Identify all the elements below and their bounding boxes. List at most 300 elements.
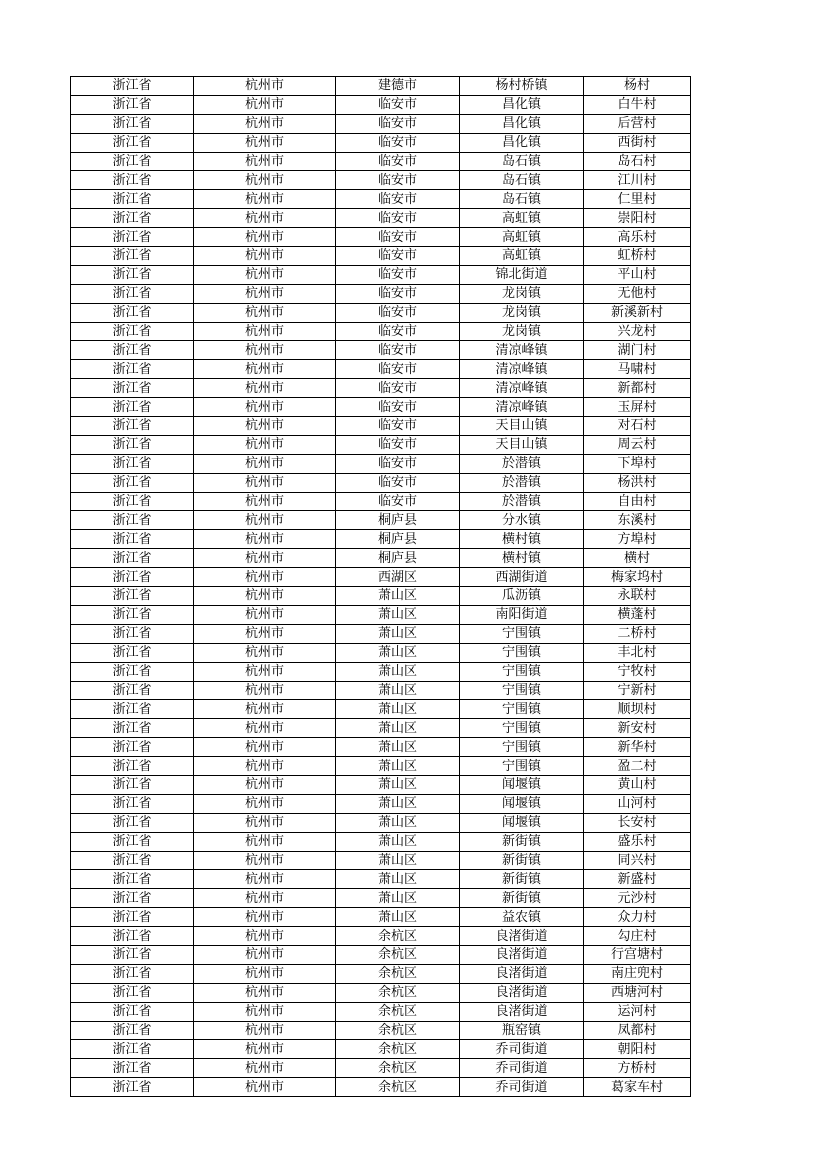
town-cell: 良渚街道 xyxy=(460,964,584,983)
city-cell: 杭州市 xyxy=(194,209,336,228)
table-row xyxy=(71,228,691,247)
province-cell: 浙江省 xyxy=(71,473,194,492)
province-cell: 浙江省 xyxy=(71,1040,194,1059)
city-cell: 杭州市 xyxy=(194,454,336,473)
city-cell: 杭州市 xyxy=(194,492,336,511)
county-cell: 萧山区 xyxy=(336,681,460,700)
town-cell: 良渚街道 xyxy=(460,983,584,1002)
town-cell: 昌化镇 xyxy=(460,95,584,114)
table-row xyxy=(71,624,691,643)
province-cell: 浙江省 xyxy=(71,549,194,568)
village-cell: 丰北村 xyxy=(584,643,691,662)
city-cell: 杭州市 xyxy=(194,813,336,832)
county-cell: 临安市 xyxy=(336,114,460,133)
county-cell: 萧山区 xyxy=(336,851,460,870)
table-row xyxy=(71,303,691,322)
village-cell: 对石村 xyxy=(584,417,691,436)
town-cell: 良渚街道 xyxy=(460,945,584,964)
village-cell: 新盛村 xyxy=(584,870,691,889)
village-cell: 高乐村 xyxy=(584,228,691,247)
village-cell: 新安村 xyxy=(584,719,691,738)
table-row xyxy=(71,171,691,190)
table-row xyxy=(71,813,691,832)
town-cell: 昌化镇 xyxy=(460,114,584,133)
town-cell: 清凉峰镇 xyxy=(460,398,584,417)
village-cell: 山河村 xyxy=(584,794,691,813)
province-cell: 浙江省 xyxy=(71,927,194,946)
town-cell: 益农镇 xyxy=(460,908,584,927)
province-cell: 浙江省 xyxy=(71,95,194,114)
province-cell: 浙江省 xyxy=(71,530,194,549)
province-cell: 浙江省 xyxy=(71,775,194,794)
city-cell: 杭州市 xyxy=(194,95,336,114)
town-cell: 分水镇 xyxy=(460,511,584,530)
county-cell: 临安市 xyxy=(336,473,460,492)
province-cell: 浙江省 xyxy=(71,171,194,190)
county-cell: 萧山区 xyxy=(336,757,460,776)
county-cell: 临安市 xyxy=(336,152,460,171)
town-cell: 天目山镇 xyxy=(460,435,584,454)
table-row xyxy=(71,454,691,473)
city-cell: 杭州市 xyxy=(194,605,336,624)
province-cell: 浙江省 xyxy=(71,322,194,341)
town-cell: 新街镇 xyxy=(460,889,584,908)
city-cell: 杭州市 xyxy=(194,1040,336,1059)
city-cell: 杭州市 xyxy=(194,775,336,794)
village-table xyxy=(70,76,691,1097)
county-cell: 临安市 xyxy=(336,228,460,247)
table-row xyxy=(71,492,691,511)
province-cell: 浙江省 xyxy=(71,398,194,417)
city-cell: 杭州市 xyxy=(194,511,336,530)
province-cell: 浙江省 xyxy=(71,133,194,152)
county-cell: 临安市 xyxy=(336,133,460,152)
village-cell: 南庄兜村 xyxy=(584,964,691,983)
table-row xyxy=(71,398,691,417)
town-cell: 宁围镇 xyxy=(460,643,584,662)
village-cell: 梅家坞村 xyxy=(584,568,691,587)
city-cell: 杭州市 xyxy=(194,719,336,738)
village-cell: 宁牧村 xyxy=(584,662,691,681)
city-cell: 杭州市 xyxy=(194,927,336,946)
table-row xyxy=(71,247,691,266)
town-cell: 新街镇 xyxy=(460,870,584,889)
province-cell: 浙江省 xyxy=(71,794,194,813)
city-cell: 杭州市 xyxy=(194,945,336,964)
town-cell: 宁围镇 xyxy=(460,662,584,681)
village-cell: 黄山村 xyxy=(584,775,691,794)
province-cell: 浙江省 xyxy=(71,813,194,832)
village-cell: 同兴村 xyxy=(584,851,691,870)
city-cell: 杭州市 xyxy=(194,341,336,360)
table-row xyxy=(71,587,691,606)
city-cell: 杭州市 xyxy=(194,114,336,133)
village-cell: 马啸村 xyxy=(584,360,691,379)
town-cell: 宁围镇 xyxy=(460,681,584,700)
village-cell: 二桥村 xyxy=(584,624,691,643)
table-row xyxy=(71,322,691,341)
table-row xyxy=(71,794,691,813)
county-cell: 余杭区 xyxy=(336,945,460,964)
county-cell: 余杭区 xyxy=(336,1002,460,1021)
village-cell: 行宫塘村 xyxy=(584,945,691,964)
town-cell: 锦北街道 xyxy=(460,265,584,284)
county-cell: 桐庐县 xyxy=(336,549,460,568)
city-cell: 杭州市 xyxy=(194,662,336,681)
village-cell: 元沙村 xyxy=(584,889,691,908)
village-cell: 葛家车村 xyxy=(584,1078,691,1097)
village-cell: 横蓬村 xyxy=(584,605,691,624)
village-cell: 仁里村 xyxy=(584,190,691,209)
province-cell: 浙江省 xyxy=(71,681,194,700)
county-cell: 萧山区 xyxy=(336,775,460,794)
table-row xyxy=(71,511,691,530)
village-cell: 兴龙村 xyxy=(584,322,691,341)
city-cell: 杭州市 xyxy=(194,587,336,606)
town-cell: 瓜沥镇 xyxy=(460,587,584,606)
province-cell: 浙江省 xyxy=(71,908,194,927)
town-cell: 乔司街道 xyxy=(460,1078,584,1097)
county-cell: 余杭区 xyxy=(336,983,460,1002)
city-cell: 杭州市 xyxy=(194,549,336,568)
province-cell: 浙江省 xyxy=(71,643,194,662)
table-row xyxy=(71,945,691,964)
province-cell: 浙江省 xyxy=(71,624,194,643)
table-row xyxy=(71,757,691,776)
city-cell: 杭州市 xyxy=(194,435,336,454)
province-cell: 浙江省 xyxy=(71,832,194,851)
province-cell: 浙江省 xyxy=(71,435,194,454)
province-cell: 浙江省 xyxy=(71,738,194,757)
city-cell: 杭州市 xyxy=(194,738,336,757)
city-cell: 杭州市 xyxy=(194,152,336,171)
county-cell: 萧山区 xyxy=(336,662,460,681)
county-cell: 临安市 xyxy=(336,171,460,190)
city-cell: 杭州市 xyxy=(194,247,336,266)
province-cell: 浙江省 xyxy=(71,209,194,228)
town-cell: 闻堰镇 xyxy=(460,813,584,832)
province-cell: 浙江省 xyxy=(71,114,194,133)
city-cell: 杭州市 xyxy=(194,1078,336,1097)
province-cell: 浙江省 xyxy=(71,190,194,209)
province-cell: 浙江省 xyxy=(71,379,194,398)
province-cell: 浙江省 xyxy=(71,605,194,624)
province-cell: 浙江省 xyxy=(71,1002,194,1021)
town-cell: 龙岗镇 xyxy=(460,322,584,341)
table-row xyxy=(71,152,691,171)
table-row xyxy=(71,435,691,454)
town-cell: 宁围镇 xyxy=(460,700,584,719)
county-cell: 萧山区 xyxy=(336,889,460,908)
city-cell: 杭州市 xyxy=(194,398,336,417)
town-cell: 宁围镇 xyxy=(460,624,584,643)
city-cell: 杭州市 xyxy=(194,530,336,549)
table-row xyxy=(71,1059,691,1078)
province-cell: 浙江省 xyxy=(71,587,194,606)
city-cell: 杭州市 xyxy=(194,851,336,870)
table-row xyxy=(71,851,691,870)
table-row xyxy=(71,473,691,492)
table-row xyxy=(71,870,691,889)
city-cell: 杭州市 xyxy=(194,133,336,152)
town-cell: 横村镇 xyxy=(460,530,584,549)
table-row xyxy=(71,95,691,114)
town-cell: 宁围镇 xyxy=(460,738,584,757)
town-cell: 清凉峰镇 xyxy=(460,360,584,379)
city-cell: 杭州市 xyxy=(194,700,336,719)
city-cell: 杭州市 xyxy=(194,643,336,662)
county-cell: 临安市 xyxy=(336,322,460,341)
city-cell: 杭州市 xyxy=(194,870,336,889)
village-cell: 西塘河村 xyxy=(584,983,691,1002)
city-cell: 杭州市 xyxy=(194,964,336,983)
town-cell: 新街镇 xyxy=(460,851,584,870)
city-cell: 杭州市 xyxy=(194,284,336,303)
village-cell: 玉屏村 xyxy=(584,398,691,417)
province-cell: 浙江省 xyxy=(71,983,194,1002)
county-cell: 临安市 xyxy=(336,492,460,511)
city-cell: 杭州市 xyxy=(194,171,336,190)
village-cell: 新都村 xyxy=(584,379,691,398)
province-cell: 浙江省 xyxy=(71,700,194,719)
town-cell: 高虹镇 xyxy=(460,228,584,247)
county-cell: 萧山区 xyxy=(336,605,460,624)
county-cell: 萧山区 xyxy=(336,624,460,643)
town-cell: 岛石镇 xyxy=(460,171,584,190)
table-row xyxy=(71,265,691,284)
village-cell: 下埠村 xyxy=(584,454,691,473)
county-cell: 萧山区 xyxy=(336,587,460,606)
village-cell: 江川村 xyxy=(584,171,691,190)
table-row xyxy=(71,1078,691,1097)
village-cell: 朝阳村 xyxy=(584,1040,691,1059)
county-cell: 萧山区 xyxy=(336,870,460,889)
village-cell: 新华村 xyxy=(584,738,691,757)
town-cell: 新街镇 xyxy=(460,832,584,851)
province-cell: 浙江省 xyxy=(71,945,194,964)
county-cell: 余杭区 xyxy=(336,1059,460,1078)
county-cell: 临安市 xyxy=(336,247,460,266)
province-cell: 浙江省 xyxy=(71,152,194,171)
village-cell: 凤都村 xyxy=(584,1021,691,1040)
city-cell: 杭州市 xyxy=(194,379,336,398)
town-cell: 乔司街道 xyxy=(460,1059,584,1078)
county-cell: 余杭区 xyxy=(336,927,460,946)
city-cell: 杭州市 xyxy=(194,568,336,587)
town-cell: 龙岗镇 xyxy=(460,303,584,322)
province-cell: 浙江省 xyxy=(71,265,194,284)
town-cell: 於潜镇 xyxy=(460,454,584,473)
province-cell: 浙江省 xyxy=(71,454,194,473)
city-cell: 杭州市 xyxy=(194,322,336,341)
province-cell: 浙江省 xyxy=(71,719,194,738)
province-cell: 浙江省 xyxy=(71,870,194,889)
table-row xyxy=(71,530,691,549)
village-cell: 宁新村 xyxy=(584,681,691,700)
table-row xyxy=(71,832,691,851)
town-cell: 闻堰镇 xyxy=(460,794,584,813)
county-cell: 萧山区 xyxy=(336,700,460,719)
table-row xyxy=(71,77,691,96)
province-cell: 浙江省 xyxy=(71,492,194,511)
city-cell: 杭州市 xyxy=(194,757,336,776)
town-cell: 宁围镇 xyxy=(460,719,584,738)
table-row xyxy=(71,605,691,624)
village-cell: 周云村 xyxy=(584,435,691,454)
city-cell: 杭州市 xyxy=(194,681,336,700)
county-cell: 临安市 xyxy=(336,341,460,360)
province-cell: 浙江省 xyxy=(71,1078,194,1097)
city-cell: 杭州市 xyxy=(194,1059,336,1078)
county-cell: 桐庐县 xyxy=(336,530,460,549)
province-cell: 浙江省 xyxy=(71,341,194,360)
village-cell: 自由村 xyxy=(584,492,691,511)
table-row xyxy=(71,1002,691,1021)
town-cell: 南阳街道 xyxy=(460,605,584,624)
village-cell: 盈二村 xyxy=(584,757,691,776)
county-cell: 临安市 xyxy=(336,209,460,228)
county-cell: 临安市 xyxy=(336,435,460,454)
village-cell: 杨村 xyxy=(584,77,691,96)
town-cell: 高虹镇 xyxy=(460,247,584,266)
town-cell: 乔司街道 xyxy=(460,1040,584,1059)
county-cell: 萧山区 xyxy=(336,813,460,832)
table-row xyxy=(71,681,691,700)
county-cell: 临安市 xyxy=(336,398,460,417)
table-row xyxy=(71,927,691,946)
county-cell: 余杭区 xyxy=(336,1021,460,1040)
village-cell: 方埠村 xyxy=(584,530,691,549)
county-cell: 临安市 xyxy=(336,303,460,322)
province-cell: 浙江省 xyxy=(71,511,194,530)
village-cell: 西街村 xyxy=(584,133,691,152)
county-cell: 萧山区 xyxy=(336,832,460,851)
town-cell: 杨村桥镇 xyxy=(460,77,584,96)
table-row xyxy=(71,209,691,228)
city-cell: 杭州市 xyxy=(194,908,336,927)
city-cell: 杭州市 xyxy=(194,228,336,247)
county-cell: 临安市 xyxy=(336,360,460,379)
village-cell: 长安村 xyxy=(584,813,691,832)
table-row xyxy=(71,1040,691,1059)
city-cell: 杭州市 xyxy=(194,265,336,284)
province-cell: 浙江省 xyxy=(71,360,194,379)
table-row xyxy=(71,568,691,587)
table-row xyxy=(71,775,691,794)
city-cell: 杭州市 xyxy=(194,983,336,1002)
county-cell: 临安市 xyxy=(336,95,460,114)
province-cell: 浙江省 xyxy=(71,851,194,870)
table-row xyxy=(71,133,691,152)
city-cell: 杭州市 xyxy=(194,417,336,436)
province-cell: 浙江省 xyxy=(71,247,194,266)
county-cell: 萧山区 xyxy=(336,719,460,738)
city-cell: 杭州市 xyxy=(194,190,336,209)
city-cell: 杭州市 xyxy=(194,360,336,379)
county-cell: 临安市 xyxy=(336,417,460,436)
town-cell: 横村镇 xyxy=(460,549,584,568)
village-cell: 东溪村 xyxy=(584,511,691,530)
table-row xyxy=(71,908,691,927)
county-cell: 桐庐县 xyxy=(336,511,460,530)
table-row xyxy=(71,889,691,908)
table-row xyxy=(71,379,691,398)
town-cell: 瓶窑镇 xyxy=(460,1021,584,1040)
city-cell: 杭州市 xyxy=(194,832,336,851)
town-cell: 岛石镇 xyxy=(460,152,584,171)
town-cell: 昌化镇 xyxy=(460,133,584,152)
county-cell: 萧山区 xyxy=(336,908,460,927)
village-cell: 勾庄村 xyxy=(584,927,691,946)
county-cell: 临安市 xyxy=(336,190,460,209)
village-cell: 盛乐村 xyxy=(584,832,691,851)
table-row xyxy=(71,417,691,436)
town-cell: 西湖街道 xyxy=(460,568,584,587)
county-cell: 临安市 xyxy=(336,454,460,473)
city-cell: 杭州市 xyxy=(194,473,336,492)
town-cell: 清凉峰镇 xyxy=(460,341,584,360)
city-cell: 杭州市 xyxy=(194,624,336,643)
table-row xyxy=(71,719,691,738)
city-cell: 杭州市 xyxy=(194,77,336,96)
province-cell: 浙江省 xyxy=(71,964,194,983)
town-cell: 清凉峰镇 xyxy=(460,379,584,398)
county-cell: 临安市 xyxy=(336,379,460,398)
table-row xyxy=(71,700,691,719)
province-cell: 浙江省 xyxy=(71,417,194,436)
province-cell: 浙江省 xyxy=(71,889,194,908)
village-cell: 平山村 xyxy=(584,265,691,284)
province-cell: 浙江省 xyxy=(71,284,194,303)
village-cell: 白牛村 xyxy=(584,95,691,114)
table-row xyxy=(71,1021,691,1040)
county-cell: 西湖区 xyxy=(336,568,460,587)
table-row xyxy=(71,341,691,360)
province-cell: 浙江省 xyxy=(71,228,194,247)
table-row xyxy=(71,662,691,681)
village-cell: 崇阳村 xyxy=(584,209,691,228)
county-cell: 萧山区 xyxy=(336,643,460,662)
village-cell: 运河村 xyxy=(584,1002,691,1021)
village-cell: 顺坝村 xyxy=(584,700,691,719)
province-cell: 浙江省 xyxy=(71,1059,194,1078)
village-cell: 湖门村 xyxy=(584,341,691,360)
town-cell: 闻堰镇 xyxy=(460,775,584,794)
village-cell: 众力村 xyxy=(584,908,691,927)
town-cell: 龙岗镇 xyxy=(460,284,584,303)
county-cell: 建德市 xyxy=(336,77,460,96)
village-cell: 方桥村 xyxy=(584,1059,691,1078)
village-table-body xyxy=(71,77,691,1097)
town-cell: 良渚街道 xyxy=(460,927,584,946)
town-cell: 岛石镇 xyxy=(460,190,584,209)
city-cell: 杭州市 xyxy=(194,1021,336,1040)
village-cell: 杨洪村 xyxy=(584,473,691,492)
county-cell: 临安市 xyxy=(336,265,460,284)
village-cell: 虹桥村 xyxy=(584,247,691,266)
county-cell: 余杭区 xyxy=(336,1078,460,1097)
province-cell: 浙江省 xyxy=(71,303,194,322)
table-row xyxy=(71,738,691,757)
province-cell: 浙江省 xyxy=(71,77,194,96)
county-cell: 余杭区 xyxy=(336,964,460,983)
village-cell: 永联村 xyxy=(584,587,691,606)
table-row xyxy=(71,983,691,1002)
village-cell: 无他村 xyxy=(584,284,691,303)
county-cell: 临安市 xyxy=(336,284,460,303)
town-cell: 高虹镇 xyxy=(460,209,584,228)
table-row xyxy=(71,549,691,568)
